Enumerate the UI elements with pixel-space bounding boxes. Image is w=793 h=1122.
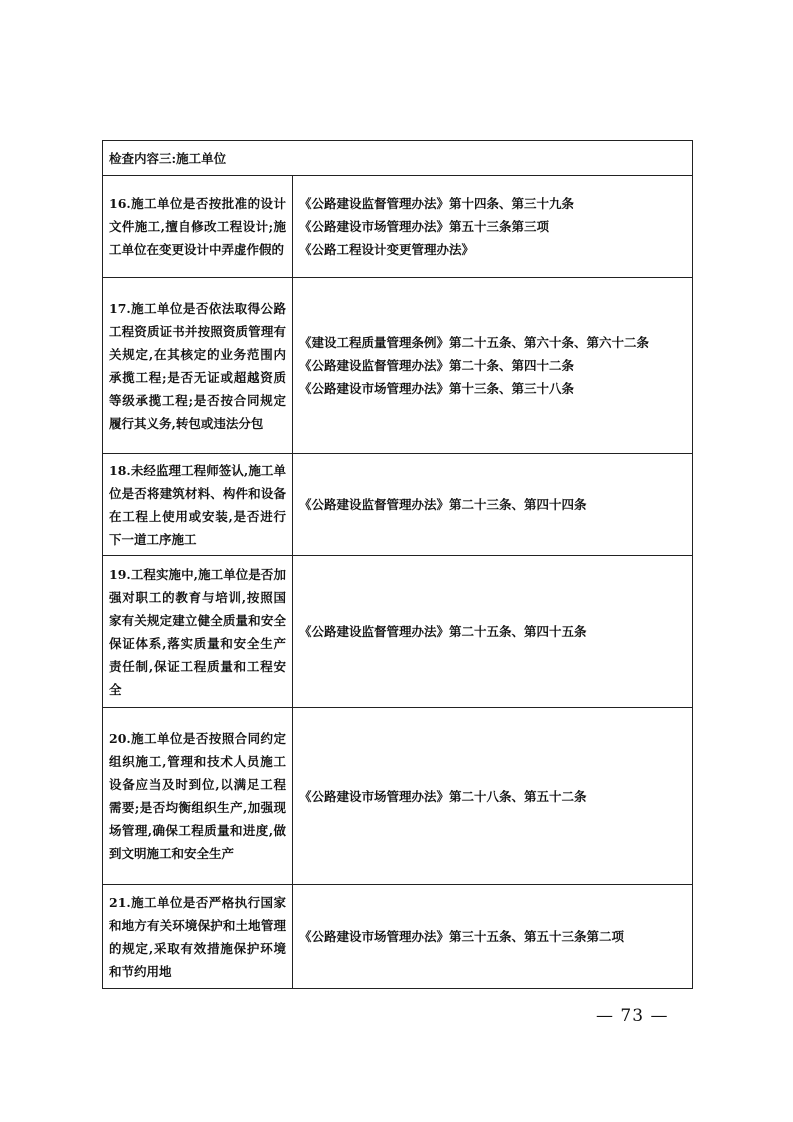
item-19-refs (293, 556, 693, 708)
table-row (103, 278, 693, 454)
table-row (103, 556, 693, 708)
item-21-text: 21.施工单位是否严格执行国家和地方有关环境保护和土地管理的规定,采取有效措施保护环境和节约用地 (103, 885, 293, 989)
item-17-text: 17.施工单位是否依法取得公路工程资质证书并按照资质管理有关规定,在其核定的业务范围内承揽工程;是否无证或超越资质等级承揽工程;是否按合同规定履行其义务,转包或违法分包 (103, 278, 293, 454)
item-20-text: 20.施工单位是否按照合同约定组织施工,管理和技术人员施工设备应当及时到位,以满足工程需要;是否均衡组织生产,加强现场管理,确保工程质量和进度,做到文明施工和安全生产 (103, 708, 293, 885)
reference-line: 《公路建设监督管理办法》第二十三条、第四十四条 (299, 497, 587, 512)
page-number: — 73 — (596, 1006, 669, 1026)
item-16-refs (293, 176, 693, 278)
section-header-row (103, 141, 693, 176)
reference-line: 《公路工程设计变更管理办法》 (299, 242, 475, 257)
inspection-table (102, 140, 693, 989)
item-17-refs (293, 278, 693, 454)
section-header: 检查内容三:施工单位 (103, 141, 693, 176)
reference-line: 《公路建设市场管理办法》第二十八条、第五十二条 (299, 788, 587, 804)
item-19-text: 19.工程实施中,施工单位是否加强对职工的教育与培训,按照国家有关规定建立健全质量和安全保证体系,落实质量和安全生产责任制,保证工程质量和工程安全 (103, 556, 293, 708)
table-row (103, 885, 693, 989)
table-row (103, 708, 693, 885)
item-21-refs (293, 885, 693, 989)
item-18-refs (293, 454, 693, 556)
reference-line: 《公路建设市场管理办法》第三十五条、第五十三条第二项 (299, 929, 625, 944)
reference-line: 《建设工程质量管理条例》第二十五条、第六十条、第六十二条 (299, 335, 650, 350)
item-16-text: 16.施工单位是否按批准的设计文件施工,擅自修改工程设计;施工单位在变更设计中弄虚作假的 (103, 176, 293, 278)
reference-line: 《公路建设市场管理办法》第十三条、第三十八条 (299, 381, 575, 396)
table-row (103, 176, 693, 278)
reference-line: 《公路建设监督管理办法》第二十五条、第四十五条 (299, 624, 587, 639)
reference-line: 《公路建设监督管理办法》第十四条、第三十九条 (299, 196, 575, 211)
table-row (103, 454, 693, 556)
item-18-text: 18.未经监理工程师签认,施工单位是否将建筑材料、构件和设备在工程上使用或安装,是否进行下一道工序施工 (103, 454, 293, 556)
item-20-refs (293, 708, 693, 885)
reference-line: 《公路建设市场管理办法》第五十三条第三项 (299, 219, 550, 234)
reference-line: 《公路建设监督管理办法》第二十条、第四十二条 (299, 358, 575, 373)
